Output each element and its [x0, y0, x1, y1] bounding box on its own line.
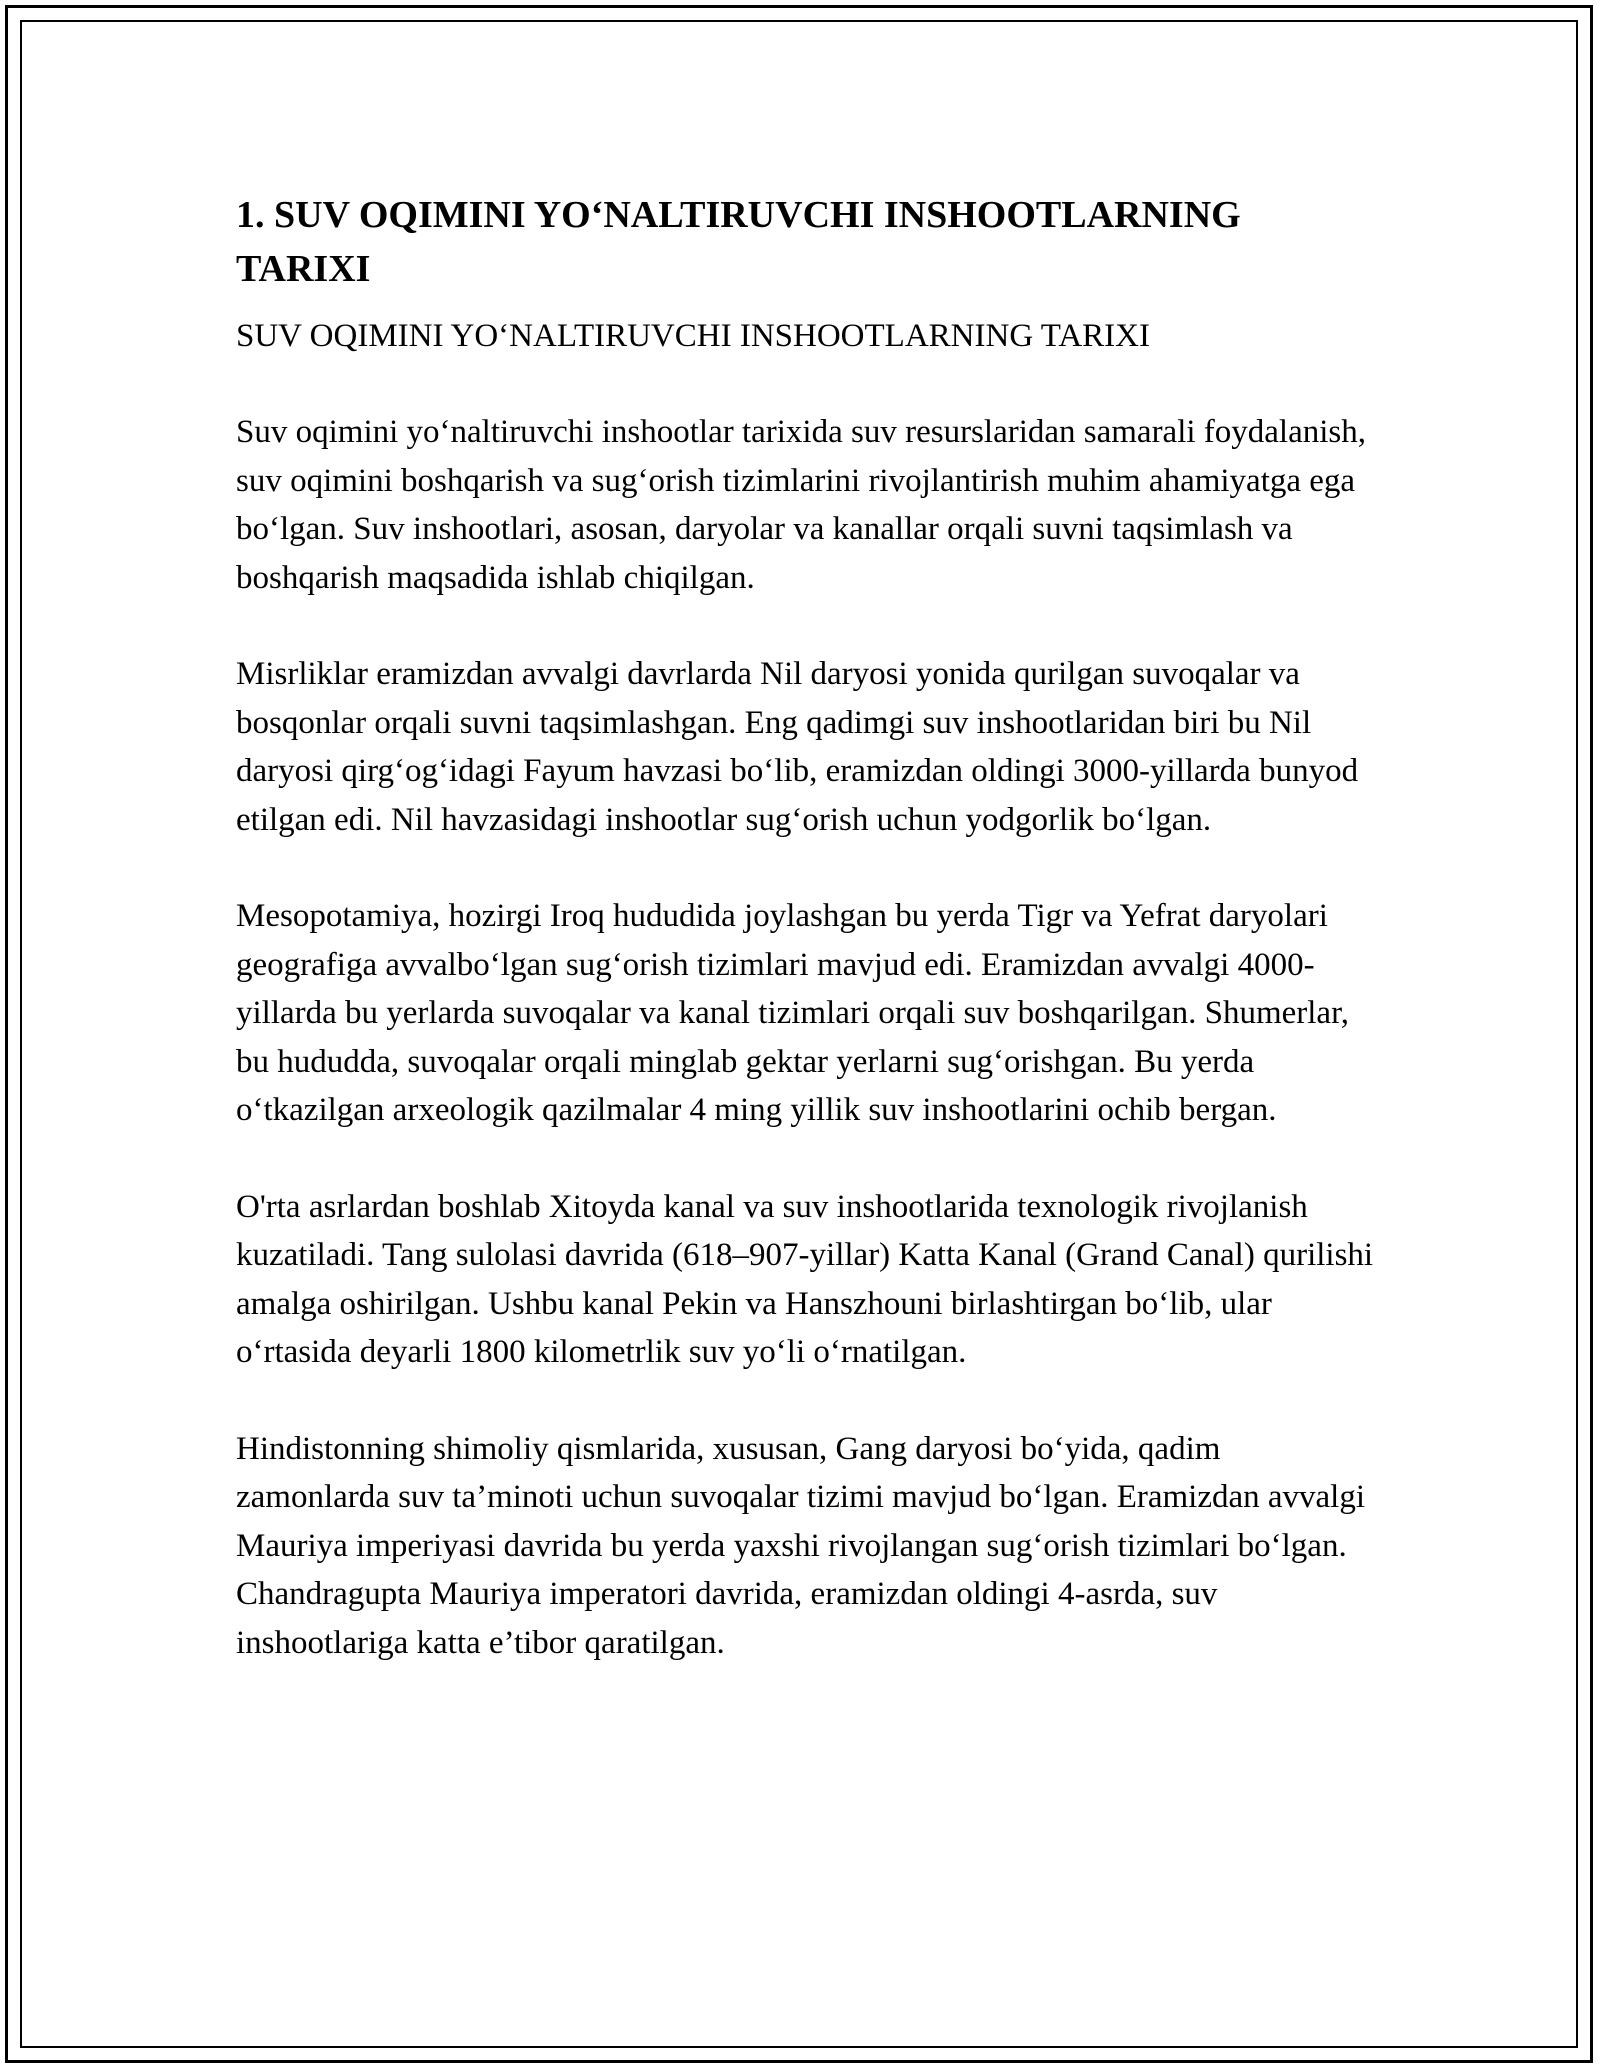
document-subtitle: SUV OQIMINI YO‘NALTIRUVCHI INSHOOTLARNING TARIXI — [236, 318, 1150, 354]
paragraph-egypt: Misrliklar eramizdan avvalgi davrlarda Nil daryosi yonida qurilgan suvoqalar va bosqonlar orqali suvni taqsimlashgan. Eng qadimgi suv inshootlaridan biri bu Nil daryosi qirg‘og‘idagi Fayum havzasi bo‘lib, eramizdan oldingi 3000-yillarda bunyod etilgan edi. Nil havzasidagi inshootlar sug‘orish uchun yodgorlik bo‘lgan. — [236, 656, 1359, 838]
paragraph-mesopotamia: Mesopotamiya, hozirgi Iroq hududida joylashgan bu yerda Tigr va Yefrat daryolari geografiga avvalbo‘lgan sug‘orish tizimlari mavjud edi. Eramizdan avvalgi 4000-yillarda bu yerlarda suvoqalar va kanal tizimlari orqali suv boshqarilgan. Shumerlar, bu hududda, suvoqalar orqali minglab gektar yerlarni sug‘orishgan. Bu yerda o‘tkazilgan arxeologik qazilmalar 4 ming yillik suv inshootlarini ochib bergan. — [236, 898, 1349, 1128]
paragraph-china: O'rta asrlardan boshlab Xitoyda kanal va suv inshootlarida texnologik rivojlanish kuzatiladi. Tang sulolasi davrida (618–907-yillar) Katta Kanal (Grand Canal) qurilishi amalga oshirilgan. Ushbu kanal Pekin va Hanszhouni birlashtirgan bo‘lib, ular o‘rtasida deyarli 1800 kilometrlik suv yo‘li o‘rnatilgan. — [236, 1188, 1374, 1370]
document-body — [236, 188, 1376, 1667]
paragraph-intro: Suv oqimini yo‘naltiruvchi inshootlar tarixida suv resurslaridan samarali foydalanish, suv oqimini boshqarish va sug‘orish tizimlarini rivojlantirish muhim ahamiyatga ega bo‘lgan. Suv inshootlari, asosan, daryolar va kanallar orqali suvni taqsimlash va boshqarish maqsadida ishlab chiqilgan. — [236, 414, 1367, 596]
document-title: 1. SUV OQIMINI YO‘NALTIRUVCHI INSHOOTLARNING TARIXI — [236, 194, 1241, 290]
paragraph-india: Hindistonning shimoliy qismlarida, xususan, Gang daryosi bo‘yida, qadim zamonlarda suv ta’minoti uchun suvoqalar tizimi mavjud bo‘lgan. Eramizdan avvalgi Mauriya imperiyasi davrida bu yerda yaxshi rivojlangan sug‘orish tizimlari bo‘lgan. Chandragupta Mauriya imperatori davrida, eramizdan oldingi 4-asrda, suv inshootlariga katta e’tibor qaratilgan. — [236, 1430, 1366, 1661]
